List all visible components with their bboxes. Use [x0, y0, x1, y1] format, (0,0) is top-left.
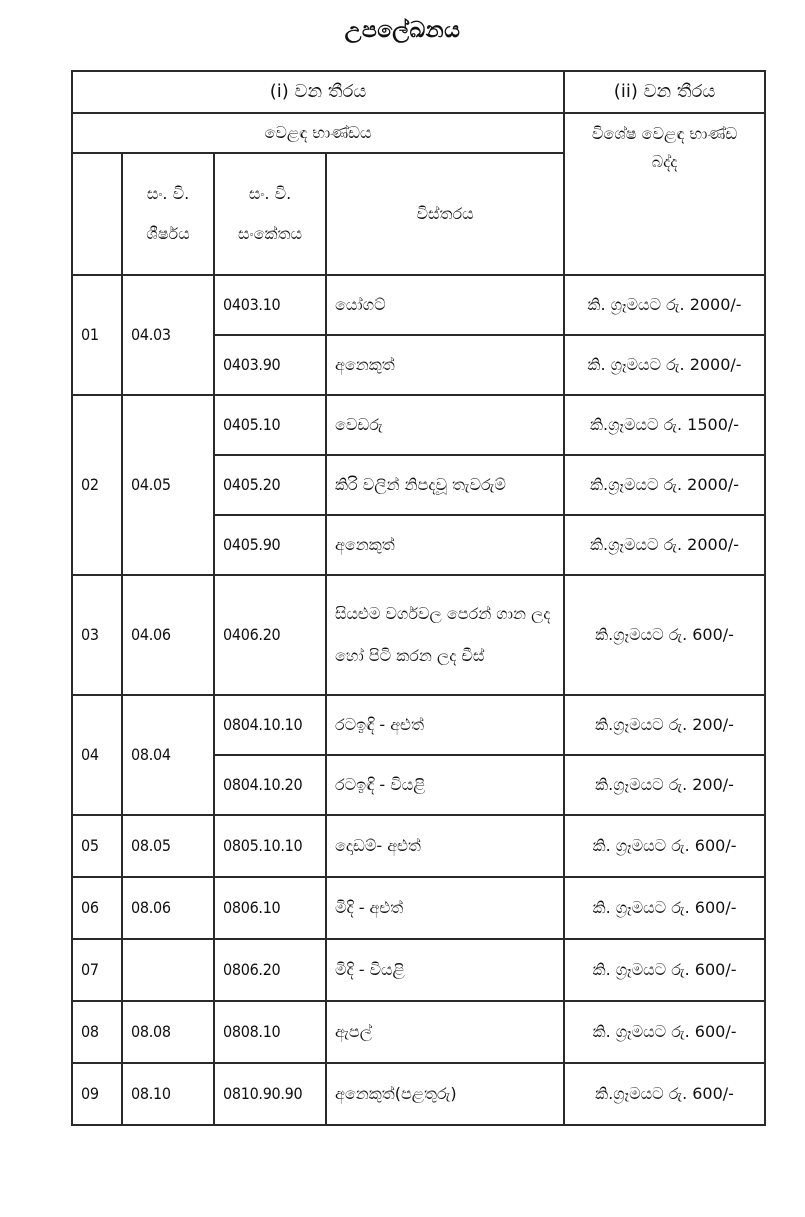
serial-cell: 05 — [72, 815, 122, 877]
hs-code-cell: 0804.10.20 — [214, 755, 326, 815]
hs-code-cell: 0806.20 — [214, 939, 326, 1001]
description-cell: මිදි - වියළි — [326, 939, 564, 1001]
hs-code-cell: 0405.90 — [214, 515, 326, 575]
levy-cell: කි. ග්‍රෑමයට රු. 2000/- — [564, 335, 765, 395]
levy-cell: කි.ග්‍රෑමයට රු. 600/- — [564, 575, 765, 695]
hs-heading-cell: 04.06 — [122, 575, 214, 695]
serial-cell: 08 — [72, 1001, 122, 1063]
hs-code-cell: 0403.90 — [214, 335, 326, 395]
hs-heading-cell — [122, 939, 214, 1001]
schedule-title: උපලේඛනය — [344, 18, 461, 43]
hs-code-line-1: සං. වි. — [248, 184, 292, 203]
hs-code-cell: 0405.10 — [214, 395, 326, 455]
serial-cell: 04 — [72, 695, 122, 815]
column-ii-header: (ii) වන තීරය — [564, 71, 765, 113]
levy-cell: කි.ග්‍රෑමයට රු. 1500/- — [564, 395, 765, 455]
hs-code-header — [214, 153, 326, 275]
serial-cell: 02 — [72, 395, 122, 575]
table-row — [72, 1063, 765, 1125]
hs-code-line-2: සංකේතය — [238, 224, 302, 243]
description-cell: රටඉඳි - වියළි — [326, 755, 564, 815]
hs-heading-line-1: සං. වි. — [146, 184, 190, 203]
description-cell: අනෙකුත් — [326, 515, 564, 575]
hs-code-cell: 0806.10 — [214, 877, 326, 939]
levy-cell: කි. ග්‍රෑමයට රු. 600/- — [564, 1001, 765, 1063]
description-cell: යෝගට් — [326, 275, 564, 335]
levy-cell: කි.ග්‍රෑමයට රු. 200/- — [564, 695, 765, 755]
hs-heading-cell: 08.04 — [122, 695, 214, 815]
hs-heading-cell: 08.08 — [122, 1001, 214, 1063]
hs-heading-cell: 08.06 — [122, 877, 214, 939]
description-cell: දොඩම්- අළුත් — [326, 815, 564, 877]
levy-cell: කි.ග්‍රෑමයට රු. 600/- — [564, 1063, 765, 1125]
table-row — [72, 275, 765, 335]
hs-code-cell: 0405.20 — [214, 455, 326, 515]
hs-code-cell: 0808.10 — [214, 1001, 326, 1063]
levy-header-line-1: විශේෂ වෙළඳ භාණ්ඩ — [591, 124, 738, 143]
goods-header: වෙළඳ භාණ්ඩය — [72, 113, 564, 153]
table-row — [72, 1001, 765, 1063]
hs-heading-cell: 04.03 — [122, 275, 214, 395]
description-line-2: හෝ පිටි කරන ලද චීස් — [335, 646, 485, 665]
description-cell — [326, 575, 564, 695]
hs-heading-cell: 08.10 — [122, 1063, 214, 1125]
hs-heading-line-2: ශීර්ෂය — [146, 224, 190, 243]
hs-code-cell: 0805.10.10 — [214, 815, 326, 877]
table-row — [72, 575, 765, 695]
table-row — [72, 877, 765, 939]
serial-cell: 07 — [72, 939, 122, 1001]
hs-code-cell: 0406.20 — [214, 575, 326, 695]
description-cell: කිරි වලින් නිපදවූ තැවරුම් — [326, 455, 564, 515]
description-cell: ඇපල් — [326, 1001, 564, 1063]
table-row — [72, 695, 765, 755]
serial-cell: 09 — [72, 1063, 122, 1125]
description-cell: මිදි - අළුත් — [326, 877, 564, 939]
levy-header-line-2: බද්ද — [651, 152, 678, 171]
hs-heading-cell: 08.05 — [122, 815, 214, 877]
table-row — [72, 815, 765, 877]
hs-heading-cell: 04.05 — [122, 395, 214, 575]
description-header: විස්තරය — [326, 153, 564, 275]
levy-cell: කි.ග්‍රෑමයට රු. 2000/- — [564, 455, 765, 515]
description-cell: අනෙකුත්(පළතුරු) — [326, 1063, 564, 1125]
levy-cell: කි.ග්‍රෑමයට රු. 2000/- — [564, 515, 765, 575]
column-i-header: (i) වන තීරය — [72, 71, 564, 113]
schedule-table — [71, 70, 766, 1126]
table-row — [72, 395, 765, 455]
hs-code-cell: 0804.10.10 — [214, 695, 326, 755]
hs-heading-header — [122, 153, 214, 275]
levy-cell: කි. ග්‍රෑමයට රු. 600/- — [564, 877, 765, 939]
description-cell: අනෙකුත් — [326, 335, 564, 395]
serial-cell: 06 — [72, 877, 122, 939]
table-row — [72, 939, 765, 1001]
hs-code-cell: 0810.90.90 — [214, 1063, 326, 1125]
levy-cell: කි. ග්‍රෑමයට රු. 600/- — [564, 815, 765, 877]
serial-cell: 01 — [72, 275, 122, 395]
hs-code-cell: 0403.10 — [214, 275, 326, 335]
serial-cell: 03 — [72, 575, 122, 695]
description-line-1: සියළුම වර්ගවල පෙරන් ගාන ලද — [335, 604, 551, 624]
levy-cell: කි.ග්‍රෑමයට රු. 200/- — [564, 755, 765, 815]
levy-cell: කි. ග්‍රෑමයට රු. 600/- — [564, 939, 765, 1001]
description-cell: වෙඩරු — [326, 395, 564, 455]
levy-header — [564, 113, 765, 275]
serial-header — [72, 153, 122, 275]
description-cell: රටඉඳි - අළුත් — [326, 695, 564, 755]
levy-cell: කි. ග්‍රෑමයට රු. 2000/- — [564, 275, 765, 335]
